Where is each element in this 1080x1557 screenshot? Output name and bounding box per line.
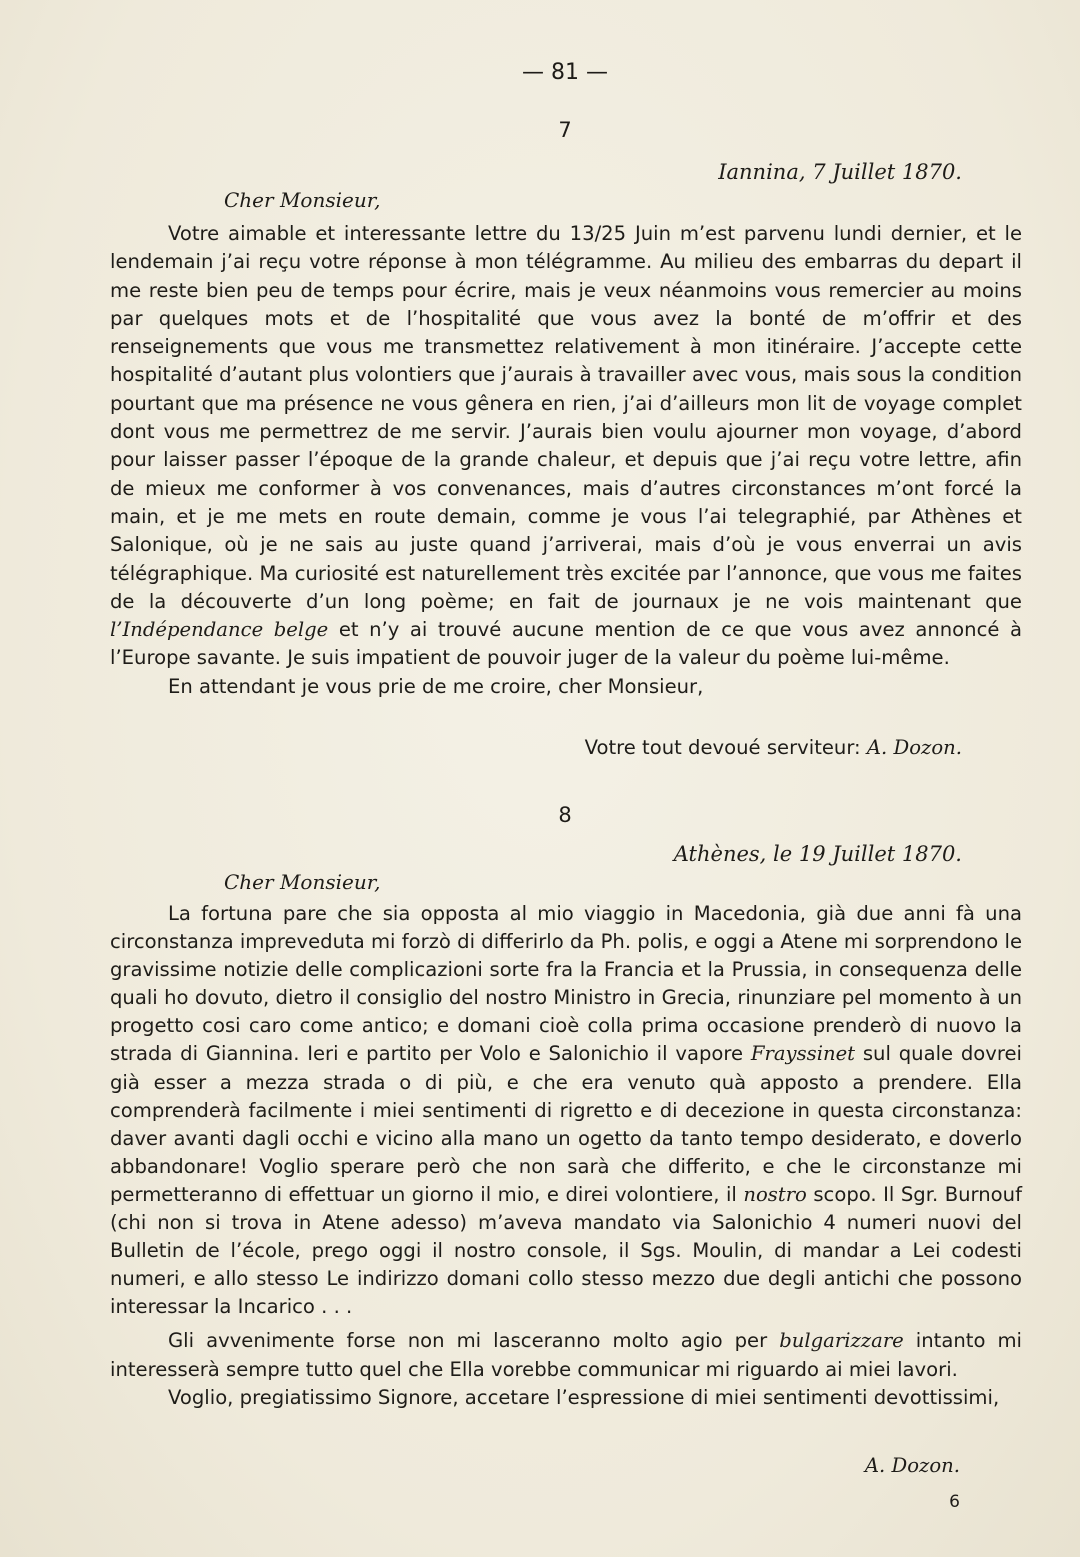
letter-8-body — [110, 900, 1022, 1412]
letter-7-number: 7 — [558, 118, 572, 142]
letter-7-signoff — [400, 736, 962, 759]
letter-7-closing: Votre tout devoué serviteur: — [584, 736, 861, 759]
letter-7-paragraph-2: En attendant je vous prie de me croire, cher Monsieur, — [168, 674, 704, 698]
letter-7-salutation: Cher Monsieur, — [224, 188, 381, 212]
letter-8-paragraph-1: La fortuna pare che sia opposta al mio viaggio in Macedonia, già due anni fà una circonstanza impreveduta mi forzò di differirlo da Ph. polis, e oggi a Atene mi sorprendono le gravissime notizie delle complicazioni sorte fra la Francia et la Prussia, in consequenza delle quali ho dovuto, dietro il consiglio del nostro Ministro in Grecia, rinunziare pel momento à un progetto cosi caro come antico; e domani cioè colla prima occasione prenderò di nuovo la strada di Giannina. Ieri e partito per Volo e Salonichio il vapore Frayssinet sul quale dovrei già esser a mezza strada o di più, e che era venuto quà apposto a prendere. Ella comprenderà facilmente i miei sentimenti di rigretto e di decezione in questa circonstanza: daver avanti dagli occhi e vicino alla mano un ogetto da tanto tempo desiderato, e doverlo abbandonare! Voglio sperare però che non sarà che differito, e che le circonstanze mi permetteranno di effettuar un giorno il mio, e direi volontiere, il nostro scopo. Il Sgr. Burnouf (chi non si trova in Atene adesso) m’aveva mandato via Salonichio 4 numeri nuovi del Bulletin de l’école, prego oggi il nostro console, il Sgs. Moulin, di mandar a Lei codesti numeri, e allo stesso Le indirizzo domani collo stesso mezzo due degli antichi che possono interessar la Incarico . . . — [110, 902, 1023, 1319]
letter-8-paragraph-3: Voglio, pregiatissimo Signore, accetare l’espressione di miei sentimenti devottissimi, — [168, 1385, 1000, 1409]
letter-8-paragraph-2: Gli avvenimente forse non mi lasceranno molto agio per bulgarizzare intanto mi interesserà sempre tutto quel che Ella vorebbe communicar mi riguardo ai miei lavori. — [110, 1329, 1022, 1381]
letter-8-italic-ship: Frayssinet — [750, 1042, 856, 1066]
page-number: — 81 — — [522, 60, 608, 85]
letter-8-signoff — [600, 1454, 960, 1477]
letter-8-salutation: Cher Monsieur, — [224, 870, 381, 894]
letter-7-dateline: Iannina, 7 Juillet 1870. — [718, 160, 962, 184]
letter-7-body — [110, 220, 1022, 701]
letter-7-paragraph-1: Votre aimable et interessante lettre du 13/25 Juin m’est parvenu lundi dernier, et le lendemain j’ai reçu votre réponse à mon télégramme. Au milieu des embarras du depart il me reste bien peu de temps pour écrire, mais je veux néanmoins vous remercier au moins par quelques mots et de l’hospitalité que vous avez la bonté de m’offrir et des renseignements que vous me transmettez relativement à mon itinéraire. J’accepte cette hospitalité d’autant plus volontiers que j’aurais à travailler avec vous, mais sous la condition pourtant que ma présence ne vous gênera en rien, j’ai d’ailleurs mon lit de voyage complet dont vous me permettrez de me servir. J’aurais bien voulu ajourner mon voyage, d’abord pour laisser passer l’époque de la grande chaleur, et depuis que j’ai reçu votre lettre, afin de mieux me conformer à vos convenances, mais d’autres circonstances m’ont forcé la main, et je me mets en route demain, comme je vous l’ai telegraphié, par Athènes et Salonique, où je ne sais au juste quand j’arriverai, mais d’où je vous enverrai un avis télégraphique. Ma curiosité est naturellement très excitée par l’annonce, que vous me faites de la découverte d’un long poème; en fait de journaux je ne vois maintenant que l’Indépendance belge et n’y ai trouvé aucune mention de ce que vous avez annoncé à l’Europe savante. Je suis impatient de pouvoir juger de la valeur du poème lui-même. — [110, 222, 1022, 670]
letter-8-signature: A. Dozon. — [864, 1454, 960, 1477]
letter-7-signature: A. Dozon. — [866, 736, 962, 759]
letter-7-italic-title: l’Indépendance belge — [110, 618, 329, 642]
letter-8-italic-verb: bulgarizzare — [779, 1329, 904, 1353]
letter-8-number: 8 — [558, 803, 572, 827]
letter-8-italic-nostro: nostro — [743, 1182, 807, 1206]
footer-signature-number: 6 — [949, 1492, 960, 1512]
letter-8-dateline: Athènes, le 19 Juillet 1870. — [673, 842, 962, 866]
